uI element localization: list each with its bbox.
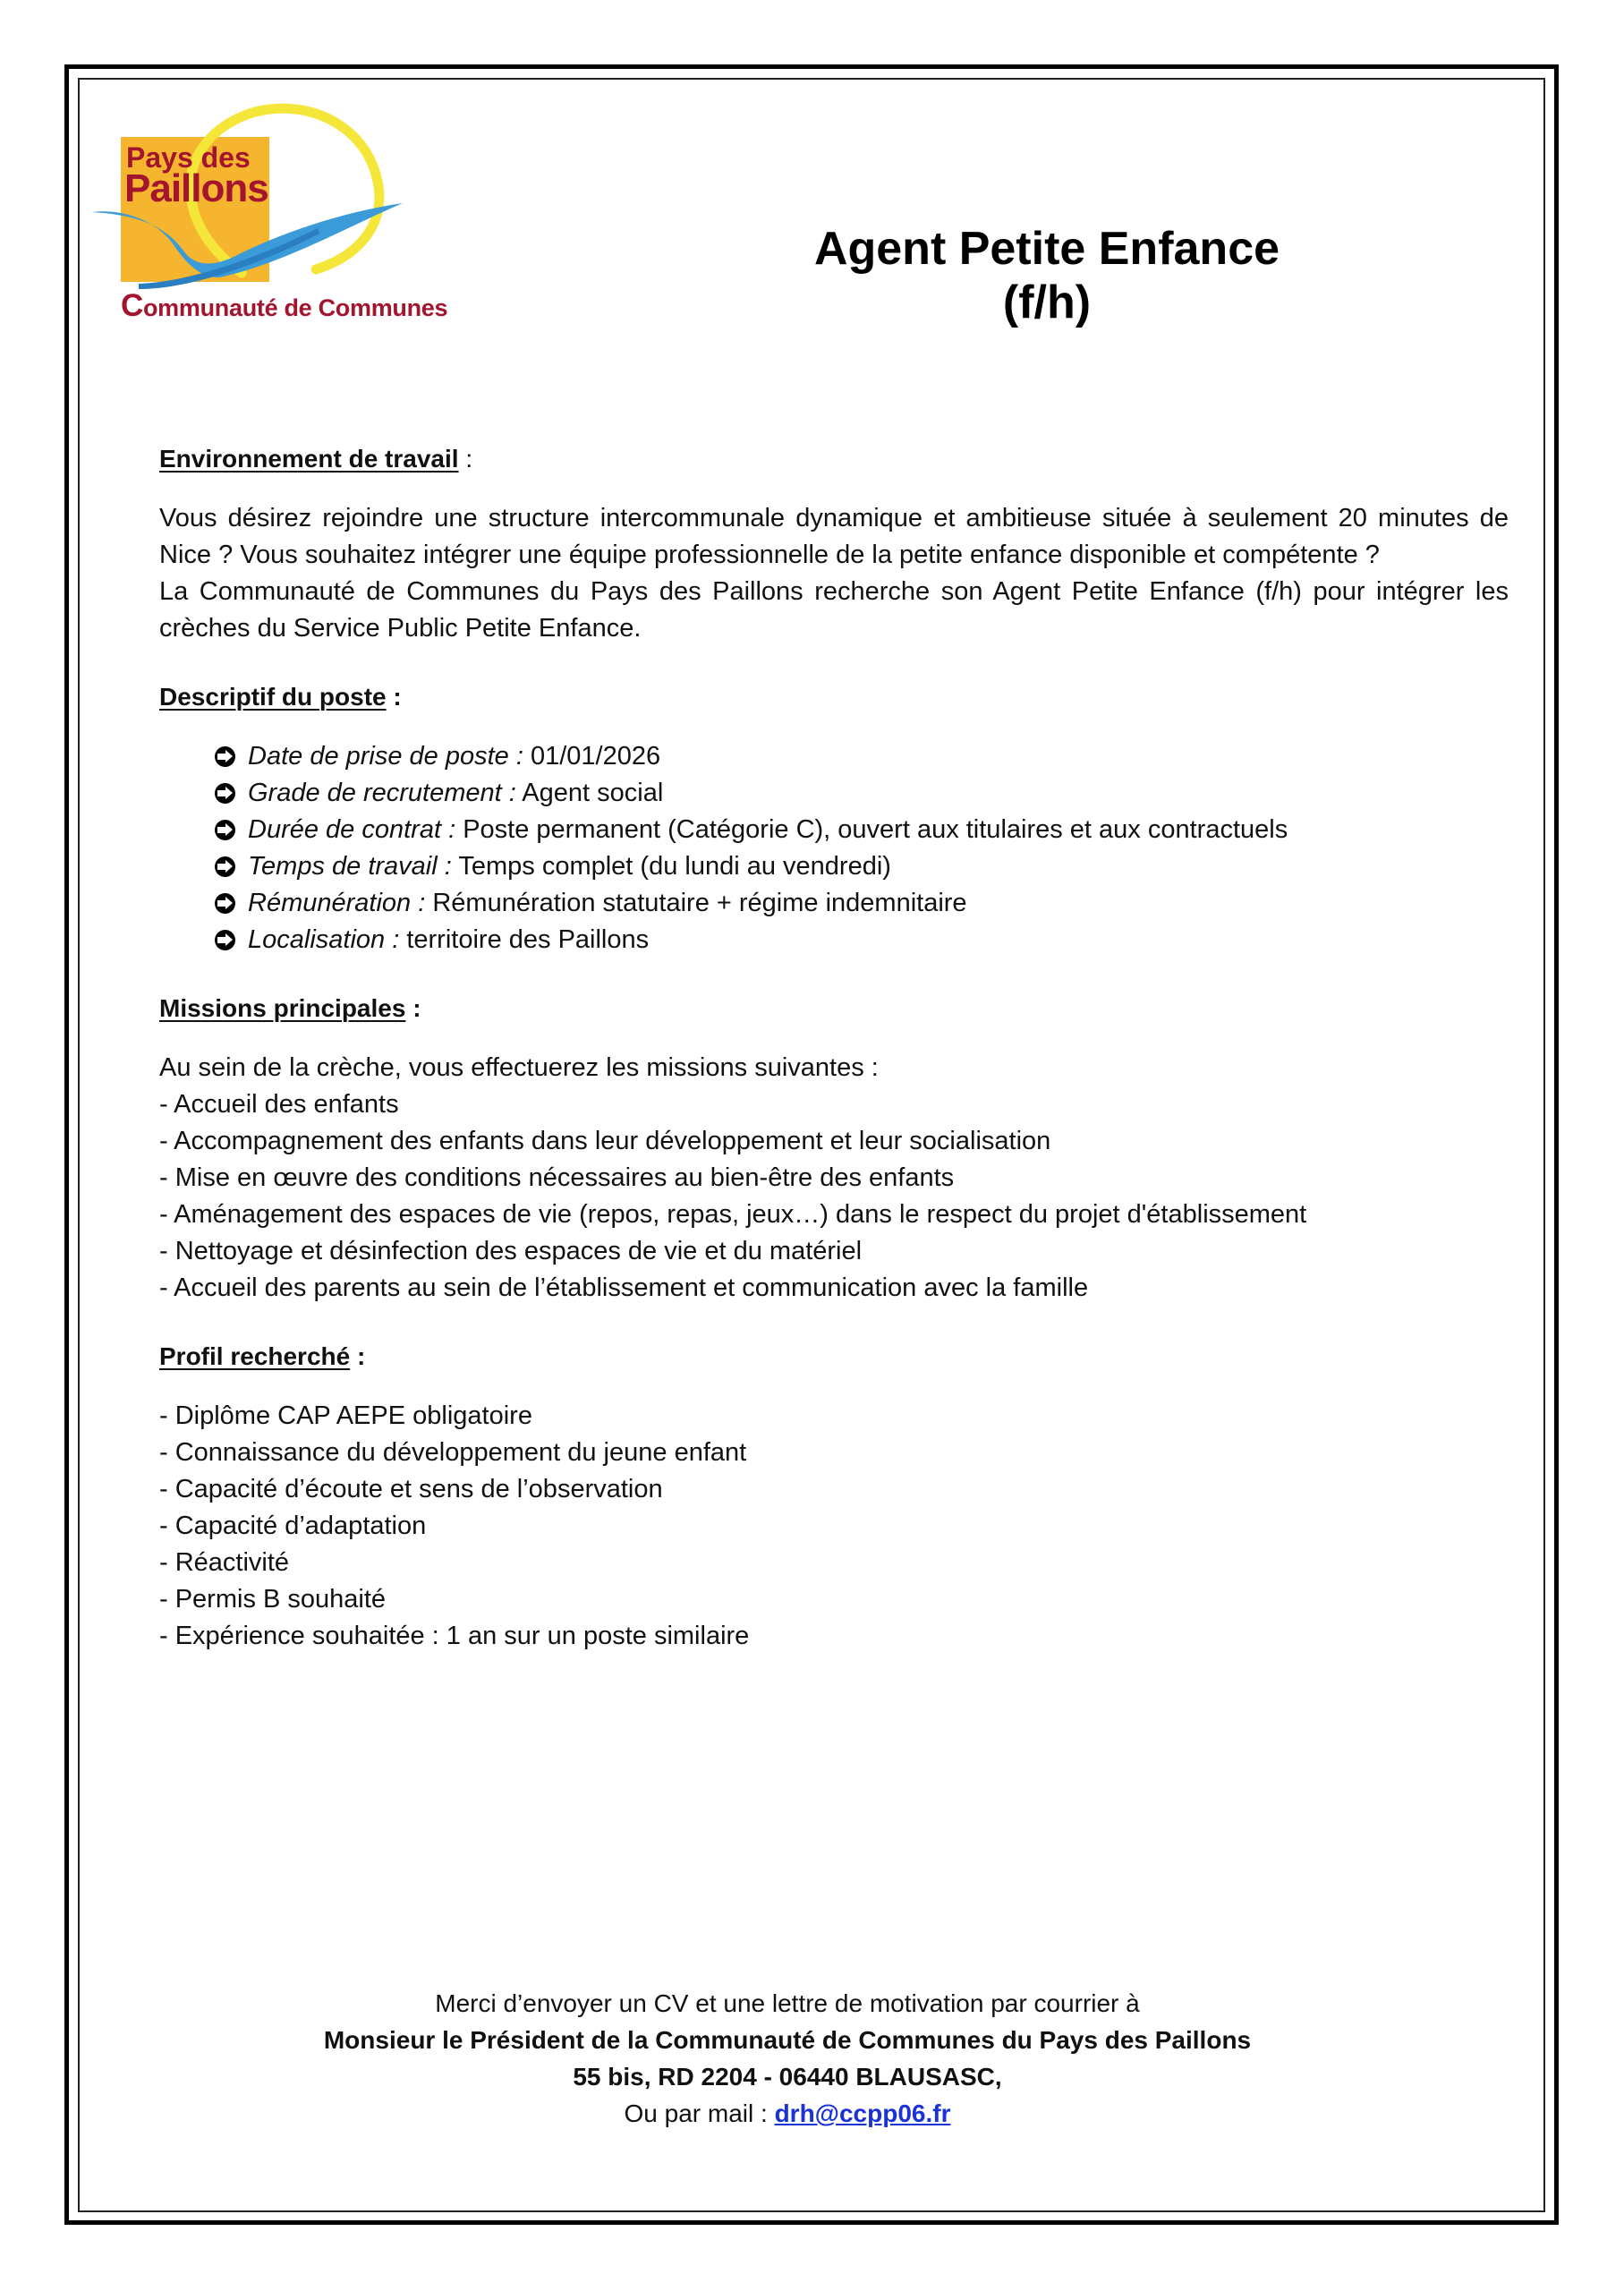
mission-item: - Nettoyage et désinfection des espaces de vie et du matériel [159,1237,863,1265]
profil-item: - Expérience souhaitée : 1 an sur un poste similaire [159,1622,750,1650]
circled-arrow-icon [215,893,235,914]
footer-recipient: Monsieur le Président de la Communauté de Communes du Pays des Paillons [323,2026,1252,2054]
section-heading-missions: Missions principales : [159,994,421,1022]
descriptif-item: Rémunération : Rémunération statutaire + régime indemnitaire [215,885,1509,922]
section-missions [159,990,1509,1307]
profil-item: - Diplôme CAP AEPE obligatoire [159,1401,532,1430]
descriptif-list [159,738,1509,958]
logo-text-line1: Pays des [126,141,251,174]
profil-item: - Connaissance du développement du jeune enfant [159,1438,747,1467]
section-profil [159,1338,1509,1655]
section-heading-profil: Profil recherché : [159,1342,366,1370]
section-heading-descriptif: Descriptif du poste : [159,683,402,711]
mission-item: - Accueil des enfants [159,1090,399,1119]
footer-line-1: Merci d’envoyer un CV et une lettre de motivation par courrier à [435,1989,1140,2017]
circled-arrow-icon [215,820,235,840]
descriptif-item: Durée de contrat : Poste permanent (Catégorie C), ouvert aux titulaires et aux contractuels [215,812,1509,848]
missions-list [159,1086,1509,1307]
mission-item: - Accueil des parents au sein de l’établissement et communication avec la famille [159,1273,1089,1302]
environnement-paragraph-1: Vous désirez rejoindre une structure intercommunale dynamique et ambitieuse située à seulement 20 minutes de Nice ? Vous souhaitez intégrer une équipe professionnelle de la petite enfance disponible et compétente ? [159,504,1509,569]
circled-arrow-icon [215,783,235,804]
section-environnement [159,440,1509,647]
missions-intro: Au sein de la crèche, vous effectuerez les missions suivantes : [159,1053,879,1082]
circled-arrow-icon [215,746,235,767]
mission-item: - Mise en œuvre des conditions nécessaires au bien-être des enfants [159,1163,955,1192]
job-title [752,222,1342,329]
profil-item: - Permis B souhaité [159,1585,387,1614]
mission-item: - Accompagnement des enfants dans leur développement et leur socialisation [159,1127,1051,1155]
logo-caption-initial: C [121,288,143,323]
section-descriptif [159,678,1509,958]
job-title-line1: Agent Petite Enfance [813,223,1280,275]
logo-text-line2: Paillons [124,166,268,210]
profil-item: - Capacité d’écoute et sens de l’observation [159,1475,663,1503]
application-instructions [161,1985,1414,2132]
job-title-line2: (f/h) [1002,277,1092,328]
email-link[interactable]: drh@ccpp06.fr [774,2099,951,2127]
profil-item: - Réactivité [159,1548,290,1577]
mission-item: - Aménagement des espaces de vie (repos, repas, jeux…) dans le respect du projet d'établissement [159,1200,1307,1229]
circled-arrow-icon [215,930,235,950]
logo-caption-rest: ommunauté de Communes [142,294,448,321]
logo-caption [121,288,447,324]
descriptif-item: Temps de travail : Temps complet (du lundi au vendredi) [215,848,1509,885]
profil-list [159,1398,1509,1655]
descriptif-item: Localisation : territoire des Paillons [215,922,1509,958]
descriptif-item: Date de prise de poste : 01/01/2026 [215,738,1509,775]
footer-address: 55 bis, RD 2204 - 06440 BLAUSASC, [573,2063,1002,2091]
section-heading-environnement: Environnement de travail : [159,445,473,473]
job-description [159,440,1509,1655]
circled-arrow-icon [215,856,235,877]
environnement-paragraph-2: La Communauté de Communes du Pays des Paillons recherche son Agent Petite Enfance (f/h) pour intégrer les crèches du Service Public Petite Enfance. [159,577,1509,643]
profil-item: - Capacité d’adaptation [159,1512,427,1540]
descriptif-item: Grade de recrutement : Agent social [215,775,1509,812]
footer-mail-line: Ou par mail : drh@ccpp06.fr [624,2099,951,2127]
